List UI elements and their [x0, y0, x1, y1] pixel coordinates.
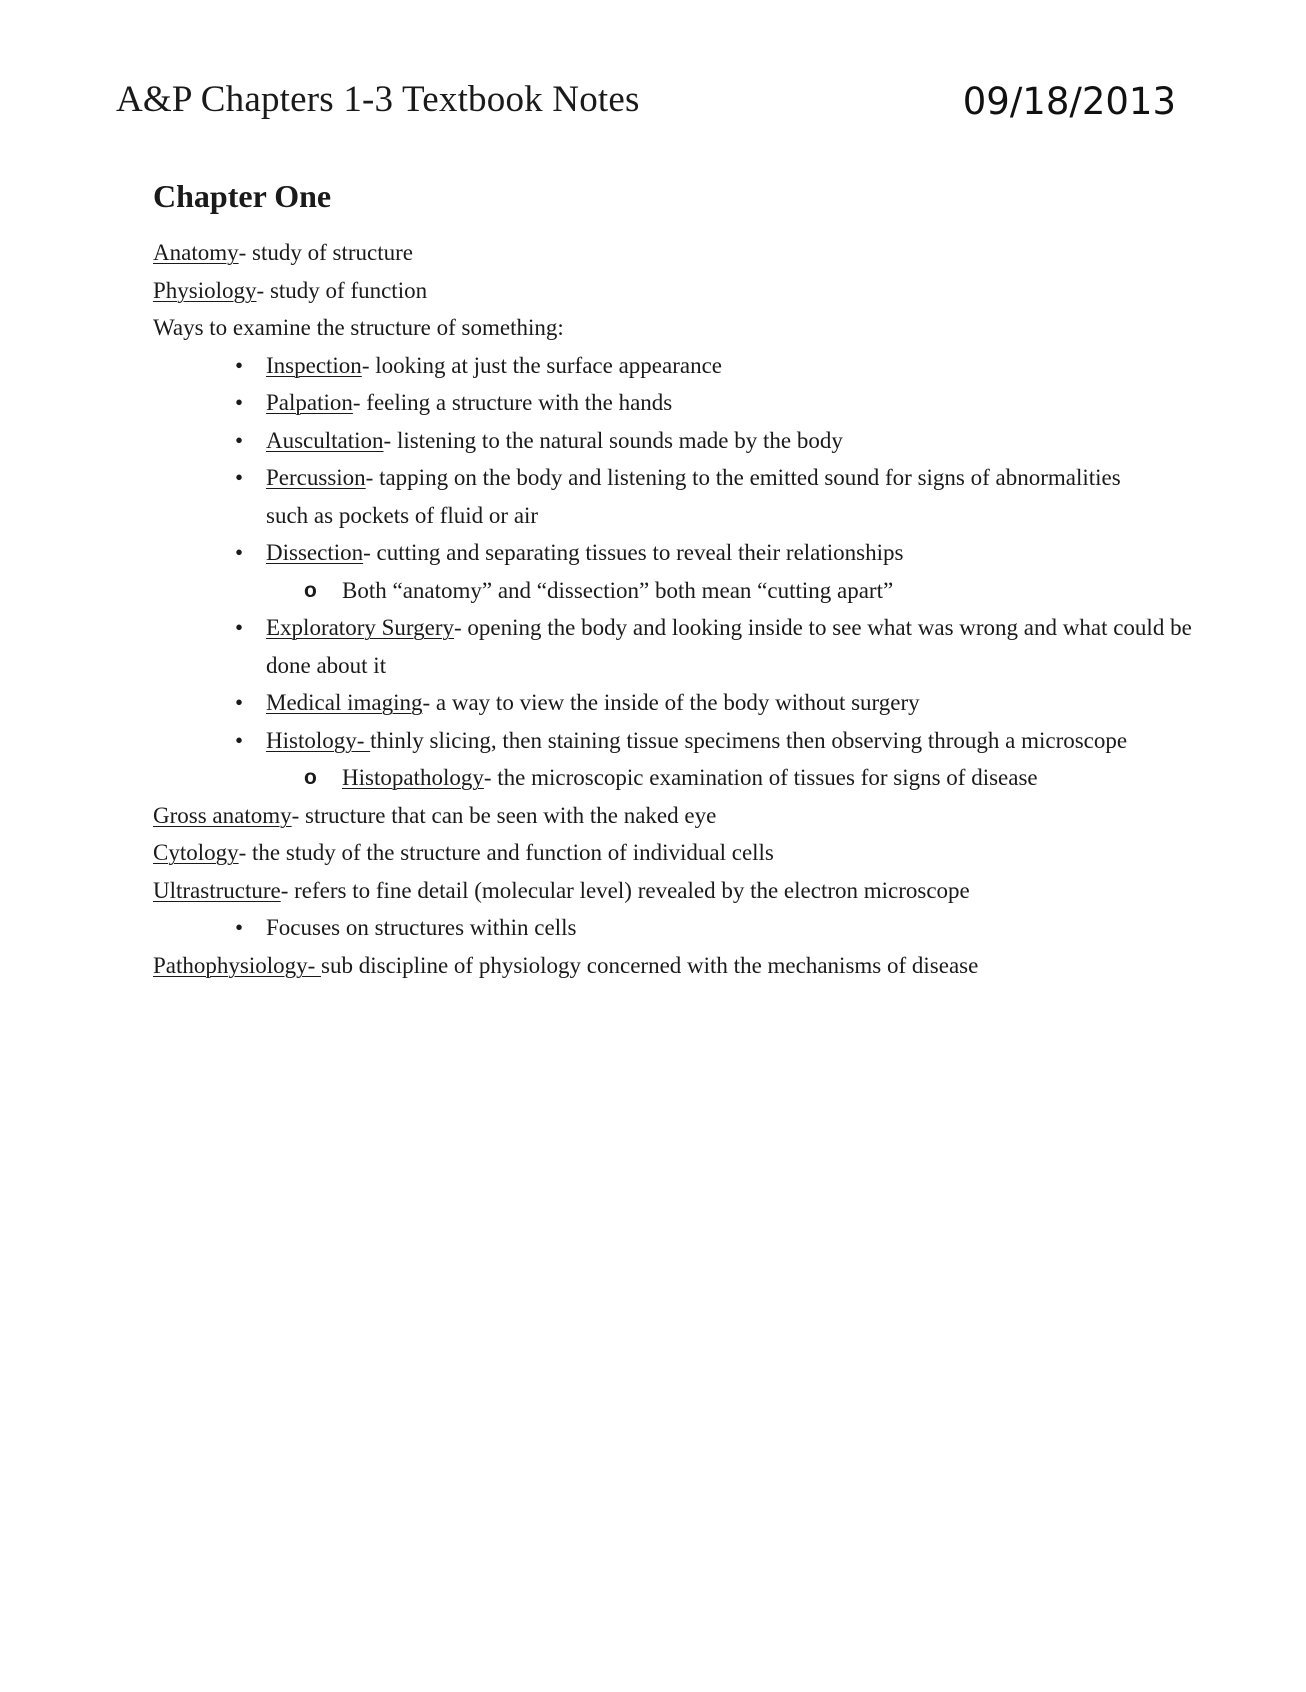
definition-text: - structure that can be seen with the naked eye: [291, 802, 717, 828]
list-item-inspection: [153, 347, 1146, 385]
item-text: Focuses on structures within cells: [266, 915, 577, 940]
term-ultrastructure: Ultrastructure: [153, 877, 281, 903]
document-title: A&P Chapters 1-3 Textbook Notes: [116, 79, 640, 120]
definition-text: - the study of the structure and function of individual cells: [238, 840, 774, 865]
list-item-exploratory-surgery: [153, 609, 1226, 684]
term-pathophysiology: Pathophysiology-: [153, 952, 322, 978]
bullet-icon: •: [234, 390, 244, 415]
term-percussion: Percussion: [266, 465, 366, 490]
list-item-histology: [153, 722, 1181, 760]
item-text: - tapping on the body and listening to the emitted sound for signs of abnormalities such as pockets of fluid or air: [266, 465, 1121, 528]
item-text: thinly slicing, then staining tissue specimens then observing through a microscope: [370, 727, 1128, 753]
chapter-heading: Chapter One: [153, 178, 332, 214]
term-exploratory-surgery: Exploratory Surgery: [266, 615, 455, 640]
bullet-icon: •: [234, 615, 244, 640]
definition-anatomy: [153, 234, 1193, 272]
term-inspection: Inspection: [266, 352, 362, 378]
term-dissection: Dissection: [266, 540, 364, 565]
list-item-auscultation: [153, 422, 1146, 460]
definition-physiology: [153, 272, 1193, 310]
item-text: - opening the body and looking inside to see what was wrong and what could be done about it: [266, 615, 1192, 678]
item-text: - cutting and separating tissues to reveal their relationships: [363, 540, 904, 565]
list-item-medical-imaging: [153, 684, 1146, 722]
term-histopathology: Histopathology: [342, 765, 484, 790]
definition-cytology: [153, 834, 1193, 872]
sub-item-text: - the microscopic examination of tissues for signs of disease: [483, 765, 1038, 790]
term-physiology: Physiology: [153, 277, 257, 303]
document-date: 09/18/2013: [962, 80, 1176, 123]
item-text: - listening to the natural sounds made by the body: [383, 427, 843, 453]
notes-body: [153, 174, 1193, 984]
bullet-icon: •: [234, 915, 244, 940]
sub-item-text: Both “anatomy” and “dissection” both mean “cutting apart”: [342, 577, 894, 603]
bullet-icon: •: [234, 465, 244, 490]
bullet-icon: •: [234, 540, 244, 565]
bullet-icon: •: [234, 690, 244, 715]
list-item-ultrastructure-focus: [153, 909, 1146, 947]
item-text: - a way to view the inside of the body without surgery: [422, 690, 920, 715]
term-auscultation: Auscultation: [266, 427, 384, 453]
circle-bullet-icon: o: [304, 766, 317, 789]
term-medical-imaging: Medical imaging: [266, 690, 423, 715]
definition-text: - study of function: [256, 277, 428, 303]
bullet-icon: •: [234, 727, 244, 753]
definition-gross-anatomy: [153, 797, 1193, 835]
term-gross-anatomy: Gross anatomy: [153, 802, 292, 828]
definition-ultrastructure: [153, 872, 1193, 910]
definition-text: sub discipline of physiology concerned with the mechanisms of disease: [321, 952, 979, 978]
list-item-percussion: [153, 459, 1156, 534]
term-histology: Histology-: [266, 727, 371, 753]
item-text: - feeling a structure with the hands: [352, 390, 673, 415]
sub-item-histopathology: [153, 759, 1193, 797]
definition-text: - refers to fine detail (molecular level) revealed by the electron microscope: [280, 877, 970, 903]
term-palpation: Palpation: [266, 390, 353, 415]
term-cytology: Cytology: [153, 840, 239, 865]
list-item-dissection: [153, 534, 1146, 572]
bullet-icon: •: [234, 427, 244, 453]
circle-bullet-icon: o: [304, 578, 317, 602]
list-item-palpation: [153, 384, 1146, 422]
definition-pathophysiology: [153, 947, 1193, 985]
sub-item-dissection-note: [153, 572, 1193, 610]
term-anatomy: Anatomy: [153, 240, 239, 265]
definition-text: - study of structure: [238, 240, 413, 265]
item-text: - looking at just the surface appearance: [361, 352, 722, 378]
ways-intro: Ways to examine the structure of something:: [153, 315, 564, 340]
bullet-icon: •: [234, 352, 244, 378]
